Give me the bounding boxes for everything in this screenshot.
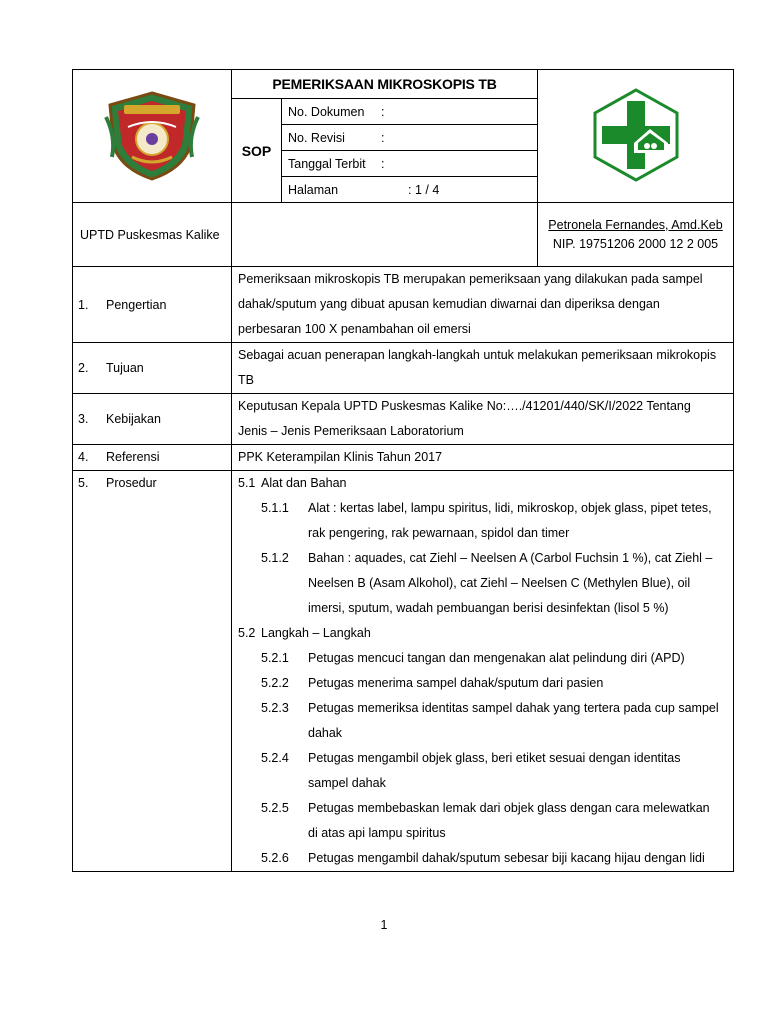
meta-no-dokumen bbox=[282, 99, 538, 125]
step-number: 5.2.2 bbox=[261, 676, 289, 690]
text-line: Sebagai acuan penerapan langkah-langkah untuk melakukan pemeriksaan mikrokopis bbox=[238, 348, 717, 362]
subsection-heading bbox=[238, 471, 726, 496]
section-label-kebijakan bbox=[73, 394, 232, 445]
text-line: PPK Keterampilan Klinis Tahun 2017 bbox=[238, 450, 443, 464]
section-body-kebijakan bbox=[232, 394, 734, 445]
step-number: 5.1.2 bbox=[261, 551, 289, 565]
text-line: Keputusan Kepala UPTD Puskesmas Kalike No:…./41201/440/SK/I/2022 Tentang bbox=[238, 399, 691, 413]
section-number: 4. bbox=[78, 450, 89, 464]
section-body-referensi bbox=[232, 445, 734, 471]
signer-nip: NIP. 19751206 2000 12 2 005 bbox=[552, 236, 719, 251]
signer-name: Petronela Fernandes, Amd.Keb bbox=[548, 217, 723, 232]
section-number: 5. bbox=[78, 476, 89, 490]
meta-value: : 1 / 4 bbox=[408, 182, 440, 197]
text-line: dahak bbox=[308, 726, 343, 740]
right-logo-cell bbox=[538, 70, 734, 203]
meta-value: : bbox=[381, 130, 385, 145]
text-line: Bahan : aquades, cat Ziehl – Neelsen A (Carbol Fuchsin 1 %), cat Ziehl – bbox=[308, 551, 713, 565]
text-line: sampel dahak bbox=[308, 776, 386, 790]
section-number: 3. bbox=[78, 412, 89, 426]
document-title: PEMERIKSAAN MIKROSKOPIS TB bbox=[232, 70, 538, 99]
section-title: Pengertian bbox=[106, 297, 167, 312]
meta-no-revisi bbox=[282, 125, 538, 151]
section-body-pengertian bbox=[232, 267, 734, 343]
left-logo-cell bbox=[73, 70, 232, 203]
text-line: Jenis – Jenis Pemeriksaan Laboratorium bbox=[238, 424, 464, 438]
procedure-step bbox=[238, 846, 726, 871]
text-line: Petugas mengambil dahak/sputum sebesar biji kacang hijau dengan lidi bbox=[308, 851, 705, 865]
section-title: Referensi bbox=[106, 450, 160, 464]
section-body-prosedur bbox=[232, 471, 734, 872]
section-body-tujuan bbox=[232, 343, 734, 394]
sop-table bbox=[72, 69, 734, 872]
meta-label: Halaman bbox=[288, 182, 339, 197]
text-line: TB bbox=[238, 373, 254, 387]
section-label-tujuan bbox=[73, 343, 232, 394]
procedure-step bbox=[238, 696, 726, 746]
step-number: 5.2.6 bbox=[261, 851, 289, 865]
step-number: 5.2.5 bbox=[261, 801, 289, 815]
section-label-prosedur bbox=[73, 471, 232, 872]
text-line: di atas api lampu spiritus bbox=[308, 826, 446, 840]
meta-label: No. Dokumen bbox=[288, 104, 365, 119]
procedure-step bbox=[238, 496, 726, 546]
meta-value: : bbox=[381, 156, 385, 171]
text-line: dahak/sputum yang dibuat apusan kemudian diwarnai dan diperiksa dengan bbox=[238, 297, 660, 311]
text-line: Petugas mengambil objek glass, beri etiket sesuai dengan identitas bbox=[308, 751, 681, 765]
meta-value: : bbox=[381, 104, 385, 119]
procedure-step bbox=[238, 746, 726, 796]
puskesmas-logo-icon bbox=[588, 87, 684, 183]
section-label-referensi bbox=[73, 445, 232, 471]
sop-label: SOP bbox=[232, 99, 282, 203]
procedure-step bbox=[238, 796, 726, 846]
meta-label: No. Revisi bbox=[288, 130, 345, 145]
text-line: rak pengering, rak pewarnaan, spidol dan timer bbox=[308, 526, 570, 540]
procedure-step bbox=[238, 671, 726, 696]
section-number: 2. bbox=[78, 361, 89, 375]
text-line: Petugas membebaskan lemak dari objek glass dengan cara melewatkan bbox=[308, 801, 710, 815]
text-line: imersi, sputum, wadah pembuangan berisi desinfektan (lisol 5 %) bbox=[308, 601, 669, 615]
subsection-number: 5.2 bbox=[238, 626, 256, 640]
section-title: Prosedur bbox=[106, 476, 157, 490]
text-line: Alat : kertas label, lampu spiritus, lidi, mikroskop, objek glass, pipet tetes, bbox=[308, 501, 712, 515]
text-line: Pemeriksaan mikroskopis TB merupakan pemeriksaan yang dilakukan pada sampel bbox=[238, 272, 703, 286]
section-title: Tujuan bbox=[106, 361, 144, 375]
regency-emblem-icon bbox=[102, 87, 202, 183]
text-line: Petugas mencuci tangan dan mengenakan alat pelindung diri (APD) bbox=[308, 651, 685, 665]
subsection-number: 5.1 bbox=[238, 476, 256, 490]
meta-halaman bbox=[282, 177, 538, 203]
signature-block bbox=[538, 203, 734, 267]
subsection-title: Alat dan Bahan bbox=[261, 476, 347, 490]
step-number: 5.2.4 bbox=[261, 751, 289, 765]
section-label-pengertian bbox=[73, 267, 232, 343]
procedure-step bbox=[238, 546, 726, 621]
subsection-heading bbox=[238, 621, 726, 646]
step-number: 5.2.1 bbox=[261, 651, 289, 665]
section-title: Kebijakan bbox=[106, 412, 161, 426]
text-line: Petugas memeriksa identitas sampel dahak yang tertera pada cup sampel bbox=[308, 701, 719, 715]
organization-name: UPTD Puskesmas Kalike bbox=[73, 203, 232, 267]
step-number: 5.2.3 bbox=[261, 701, 289, 715]
subsection-title: Langkah – Langkah bbox=[261, 626, 371, 640]
text-line: Petugas menerima sampel dahak/sputum dari pasien bbox=[308, 676, 604, 690]
blank-cell bbox=[232, 203, 538, 267]
section-number: 1. bbox=[78, 297, 89, 312]
text-line: Neelsen B (Asam Alkohol), cat Ziehl – Neelsen C (Methylen Blue), oil bbox=[308, 576, 691, 590]
step-number: 5.1.1 bbox=[261, 501, 289, 515]
meta-tanggal-terbit bbox=[282, 151, 538, 177]
meta-label: Tanggal Terbit bbox=[288, 156, 366, 171]
text-line: perbesaran 100 X penambahan oil emersi bbox=[238, 322, 471, 336]
procedure-step bbox=[238, 646, 726, 671]
page-number: 1 bbox=[380, 918, 388, 932]
